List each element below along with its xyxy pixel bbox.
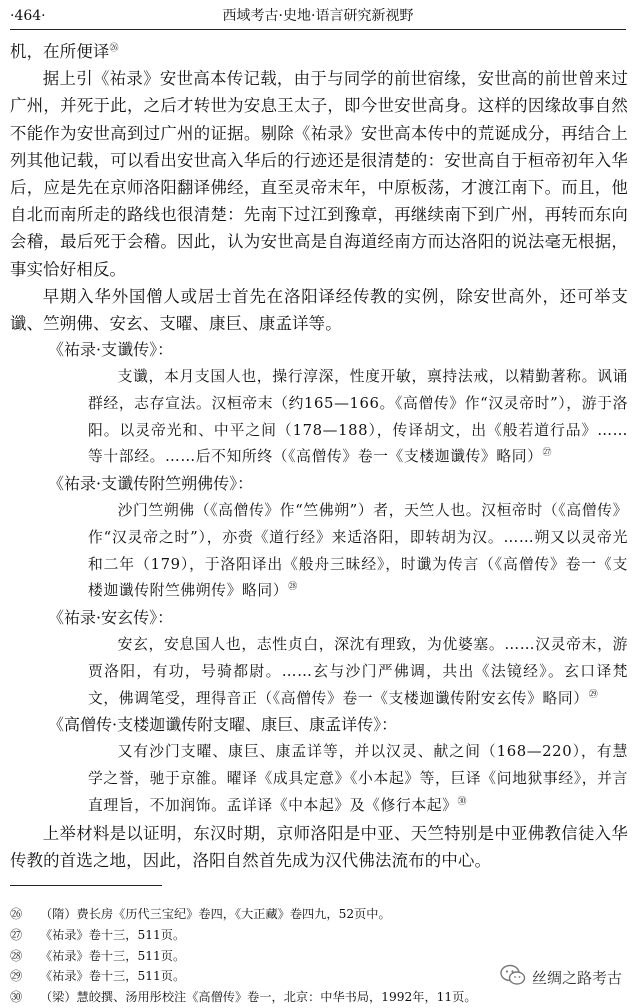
block-quote: 支谶，本月支国人也，操行淳深，性度开敏，禀持法戒，以精勤著称。讽诵群经，志存宣法。汉桓帝末（约165—166。《高僧传》作“汉灵帝时”），游于洛阳。以灵帝光和、中平之间（178—188），传译胡文，出《般若道行品》……等十部经。……后不知所终（《高僧传》卷一《支楼迦谶传》略同）$^㉗$ [88,368,628,466]
footnotes [10,904,628,1008]
footnote-rule [10,885,162,886]
footnote: ㉗ 《祐录》卷十三，511页。 [10,927,186,942]
note-ref[interactable]: ㉘ [288,582,298,593]
paragraph: 上举材料是以证明，东汉时期，京师洛阳是中亚、天竺特别是中亚佛教信徒入华传教的首选之地，因此，洛阳自然首先成为汉代佛法流布的中心。 [10,823,628,870]
source-label: 《高僧传·支楼迦谶传附支曜、康巨、康孟详传》： [48,715,398,735]
watermark-text: 丝绸之路考古 [531,968,622,987]
paragraph: 早期入华外国僧人或居士首先在洛阳译经传教的实例，除安世高外，还可举支谶、竺朔佛、安玄、支曜、康巨、康孟详等。 [10,286,628,334]
footnote: ㉖ （隋）费长房《历代三宝纪》卷四，《大正藏》卷四九，52页中。 [10,907,391,921]
footnote: ㉘ 《祐录》卷十三，511页。 [10,948,186,963]
block-quote: 沙门竺朔佛（《高僧传》作“竺佛朔”）者，天竺人也。汉桓帝时（《高僧传》作“汉灵帝之时”），亦赍《道行经》来适洛阳，即转胡为汉。……朔又以灵帝光和二年（179），于洛阳译出《般舟三昧经》，时谶为传言（《高僧传》卷一《支楼迦谶传附竺佛朔传》略同）$^㉘$ [88,502,628,600]
paragraph: 机，在所便译$^㉖$ [10,42,119,61]
watermark [500,964,622,990]
footnote: ㉙ 《祐录》卷十三，511页。 [10,969,186,984]
block-quote: 又有沙门支曜、康巨、康孟详等，并以汉灵、献之间（168—220），有慧学之誉，驰于京雒。曜译《成具定意》《小本起》等，巨译《问地狱事经》，并言直理旨，不加润饰。孟详译《中本起》及《修行本起》$^㉚$ [88,743,628,814]
page-header [10,5,626,27]
paragraph: 据上引《祐录》安世高本传记载，由于与同学的前世宿缘，安世高的前世曾来过广州，并死于此，之后才转世为安息王太子，即今世安世高身。这样的因缘故事自然不能作为安世高到过广州的证据。剔除《祐录》安世高本传中的荒诞成分，再结合上列其他记载，可以看出安世高入华后的行迹还是很清楚的：安世高自于桓帝初年入华后，应是先在京师洛阳翻译佛经，直至灵帝末年，中原板荡，才渡江南下。而且，他自北而南所走的路线也很清楚：先南下过江到豫章，再继续南下到广州，再转而东向会稽，最后死于会稽。因此，认为安世高是自海道经南方而达洛阳的说法毫无根据，事实恰好相反。 [10,69,628,279]
block-quote: 安玄，安息国人也，志性贞白，深沈有理致，为优婆塞。……汉灵帝末，游贾洛阳，有功，号骑都尉。……玄与沙门严佛调，共出《法镜经》。玄口译梵文，佛调笔受，理得音正（《高僧传》卷一《支楼迦谶传附安玄传》略同）$^㉙$ [88,636,628,707]
footnote: ㉚ （梁）慧皎撰、汤用彤校注《高僧传》卷一，北京：中华书局，1992年，11页。 [10,990,477,1005]
main-text [10,38,628,874]
page-number: ·464· [10,8,46,24]
source-label: 《祐录·支谶传》： [48,340,174,360]
wechat-icon [500,964,526,990]
running-title: 西域考古·史地·语言研究新视野 [222,8,414,24]
note-ref[interactable]: ㉗ [542,448,553,459]
note-ref[interactable]: ㉖ [109,43,119,54]
note-ref[interactable]: ㉚ [457,796,468,807]
note-ref[interactable]: ㉙ [588,689,599,700]
source-label: 《祐录·安玄传》： [48,608,174,628]
source-label: 《祐录·支谶传附竺朔佛传》： [48,474,254,494]
header-rule [10,29,626,30]
